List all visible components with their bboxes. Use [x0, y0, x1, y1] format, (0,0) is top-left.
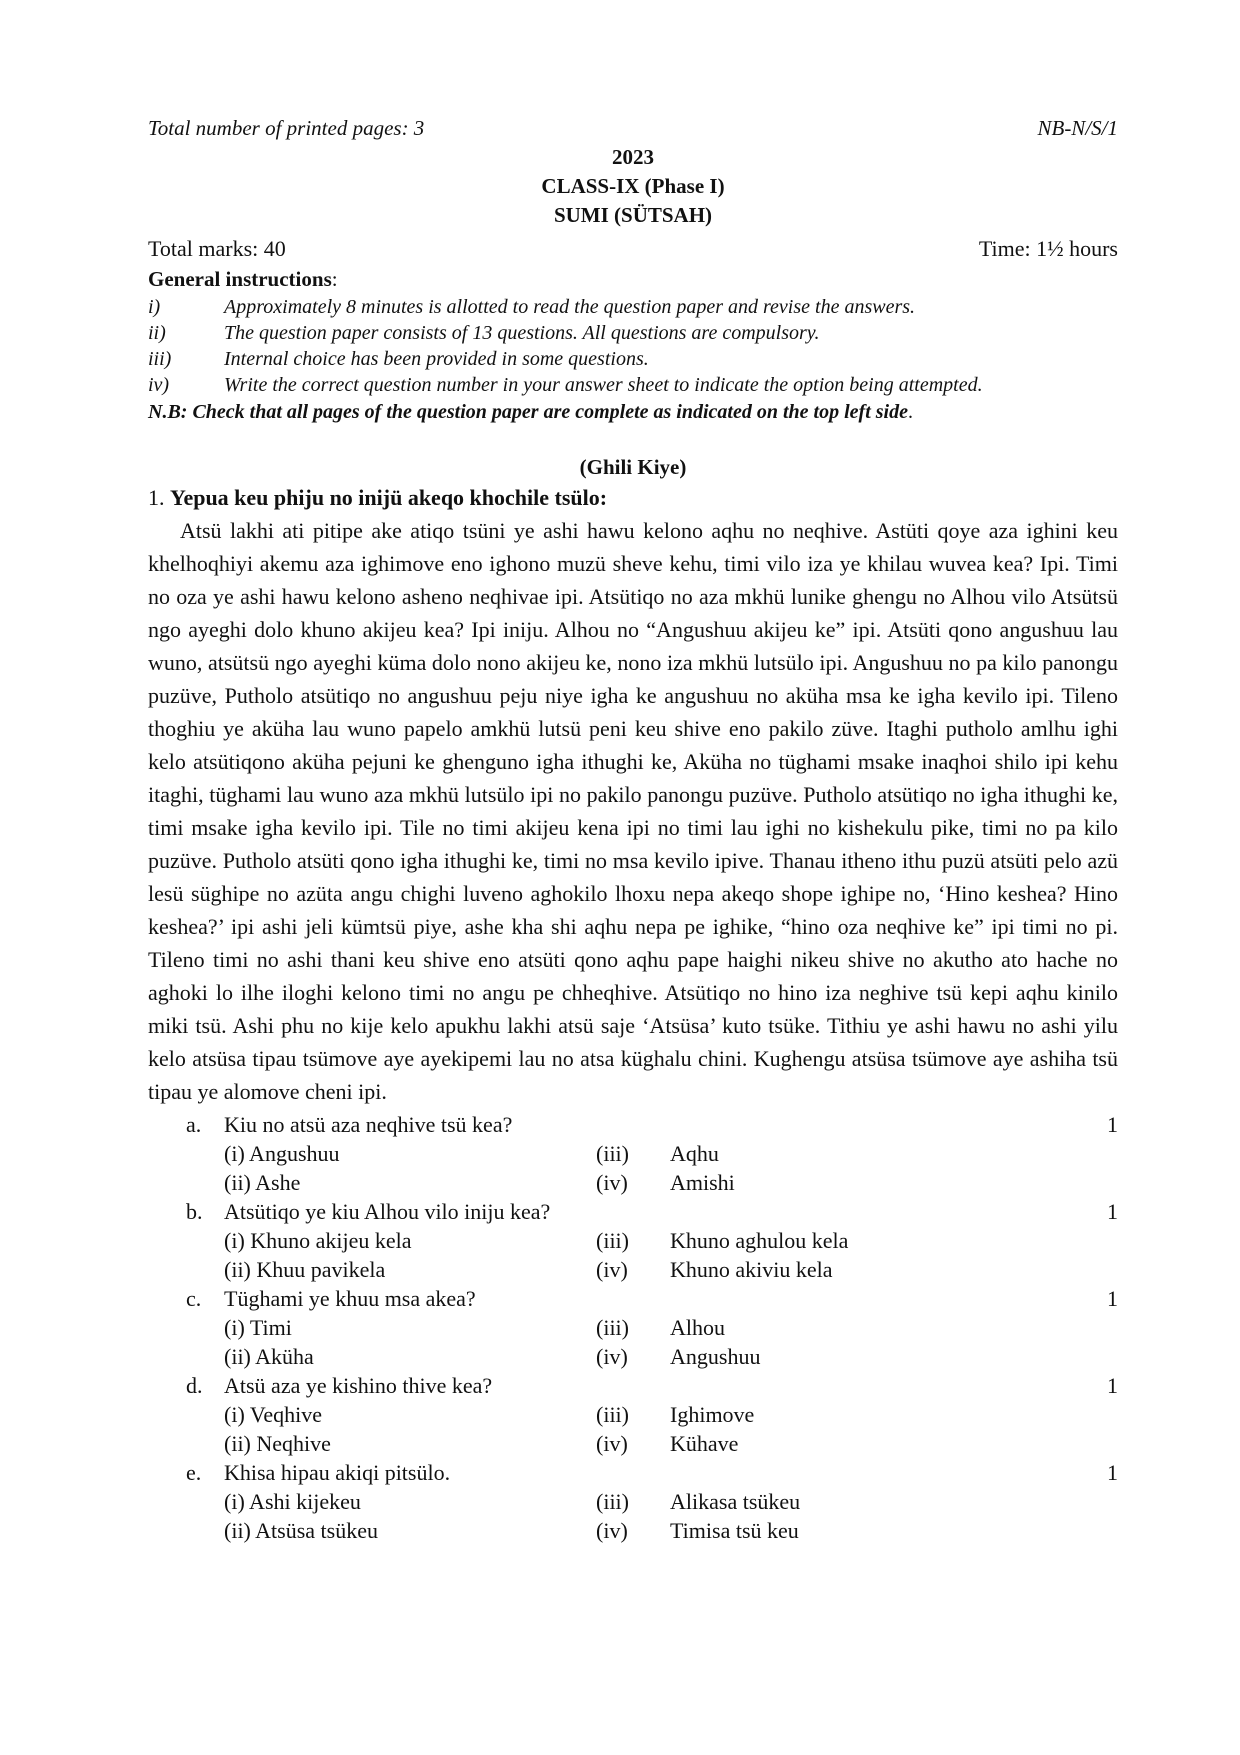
- question-mark: 1: [1107, 1199, 1118, 1224]
- question-mark: 1: [1107, 1373, 1118, 1398]
- exam-subject: SUMI (SÜTSAH): [553, 203, 713, 227]
- question-mark: 1: [1107, 1460, 1118, 1485]
- top-line: [148, 113, 1118, 143]
- mcq-question: b. Atsütiqo ye kiu Alhou vilo iniju kea? 1: [186, 1199, 1118, 1224]
- paper-code: NB-N/S/1: [1037, 116, 1118, 140]
- printed-pages-note: Total number of printed pages: 3: [148, 116, 425, 140]
- instructions-list: [148, 294, 1118, 398]
- mcq-options: (i) Khuno akijeu kela (iii) Khuno aghulou kela: [224, 1228, 849, 1253]
- page-content: [148, 113, 1118, 1545]
- instruction-item: i) Approximately 8 minutes is allotted to read the question paper and revise the answers.: [148, 296, 916, 318]
- mcq-options: (ii) Neqhive (iv) Kühave: [224, 1431, 739, 1456]
- mcq-question: e. Khisa hipau akiqi pitsülo. 1: [186, 1460, 1118, 1485]
- instructions-title: General instructions:: [148, 267, 338, 291]
- mcq-question: d. Atsü aza ye kishino thive kea? 1: [186, 1373, 1118, 1398]
- marks-time-row: [148, 234, 1118, 264]
- instruction-item: iv) Write the correct question number in your answer sheet to indicate the option being attempted.: [148, 374, 983, 396]
- mcq-options: (ii) Atsüsa tsükeu (iv) Timisa tsü keu: [224, 1518, 799, 1543]
- instruction-item: iii) Internal choice has been provided in some questions.: [148, 348, 649, 370]
- mcq-options: (ii) Aküha (iv) Angushuu: [224, 1344, 761, 1369]
- mcq-question: c. Tüghami ye khuu msa akea? 1: [186, 1286, 1118, 1311]
- section-title: (Ghili Kiye): [579, 455, 687, 479]
- total-marks: Total marks: 40: [148, 236, 286, 261]
- mcq-options: (ii) Khuu pavikela (iv) Khuno akiviu kela: [224, 1257, 833, 1282]
- mcq-question: a. Kiu no atsü aza neqhive tsü kea? 1: [186, 1112, 1118, 1137]
- mcq-options: (i) Veqhive (iii) Ighimove: [224, 1402, 755, 1427]
- question-mark: 1: [1107, 1112, 1118, 1137]
- question-mark: 1: [1107, 1286, 1118, 1311]
- instruction-item: ii) The question paper consists of 13 questions. All questions are compulsory.: [148, 322, 820, 344]
- mcq-options: (ii) Ashe (iv) Amishi: [224, 1170, 735, 1195]
- mcq-list: [148, 1110, 1118, 1545]
- reading-passage: Atsü lakhi ati pitipe ake atiqo tsüni ye ashi hawu kelono aqhu no neqhive. Astüti qoye aza ighini keu khelhoqhiyi akemu aza ighimove eno ighono muzü sheve kehu, timi vilo iza ye khilau wuvea kea? Ipi. Timi no oza ye ashi hawu kelono asheno neqhivae ipi. Atsütiqo no aza mkhü lunike ghengu no Alhou vilo Atsütsü ngo ayeghi dolo khuno akijeu kea? Ipi iniju. Alhou no “Angushuu akijeu ke” ipi. Atsüti qono angushuu lau wuno, atsütsü ngo ayeghi küma dolo nono akijeu ke, nono iza mkhü lutsülo ipi. Angushuu no pa kilo panongu puzüve, Putholo atsütiqo no angushuu peju niye igha ke angushuu no aküha msa ke igha kevilo ipi. Tileno thoghiu ye aküha lau wuno papelo amkhü lutsü peni keu shive eno pakilo züve. Itaghi putholo amlhu ighi kelo atsütiqono aküha pejuni ke ghenguno igha ithughi ke, Aküha no tüghami msake inaqhoi shilo ipi kehu itaghi, tüghami lau wuno aza mkhü lutsülo ipi no pakilo panongu puzüve. Putholo atsütiqo no igha ithughi ke, timi msake igha kevilo ipi. Tile no timi akijeu kena ipi no timi lau ighi no kishekulu pike, timi no pa kilo puzüve. Putholo atsüti qono igha ithughi ke, timi no msa kevilo ipive. Thanau itheno ithu puzü atsüti pelo azü lesü süghipe no azüta angu chighi luveno aghokilo lhoxu nepa akeqo shope ighipe no, ‘Hino keshea? Hino keshea?’ ipi ashi jeli kümtsü piye, ashe kha shi aqhu nepa pe ighike, “hino oza neqhive ke” ipi timi no pi. Tileno timi no ashi thani keu shive eno atsüti qono aqhu pape haighi nikeu shive no akutho ato hache no aghoki lo ilhe iloghi kelono timi no angu pe chheqhive. Atsütiqo no hino iza neghive tsü kepi aqhu kinilo miki tsü. Ashi phu no kije kelo apukhu lakhi atsü saje ‘Atsüsa’ kuto tsüke. Tithiu ye ashi hawu no ashi yilu kelo atsüsa tipau tsümove aye ayekipemi lau no atsa küghalu chini. Kughengu atsüsa tsümove aye ashiha tsü tipau ye alomove cheni ipi.: [148, 518, 1118, 1104]
- question-1-heading: 1. Yepua keu phiju no inijü akeqo khochile tsülo:: [148, 485, 608, 510]
- mcq-options: (i) Ashi kijekeu (iii) Alikasa tsükeu: [224, 1489, 801, 1514]
- mcq-options: (i) Angushuu (iii) Aqhu: [224, 1141, 719, 1166]
- exam-class: CLASS-IX (Phase I): [541, 174, 725, 198]
- nb-note: N.B: Check that all pages of the question paper are complete as indicated on the top left side.: [148, 401, 913, 423]
- mcq-options: (i) Timi (iii) Alhou: [224, 1315, 725, 1340]
- time-allowed: Time: 1½ hours: [978, 236, 1118, 261]
- exam-year: 2023: [612, 145, 654, 169]
